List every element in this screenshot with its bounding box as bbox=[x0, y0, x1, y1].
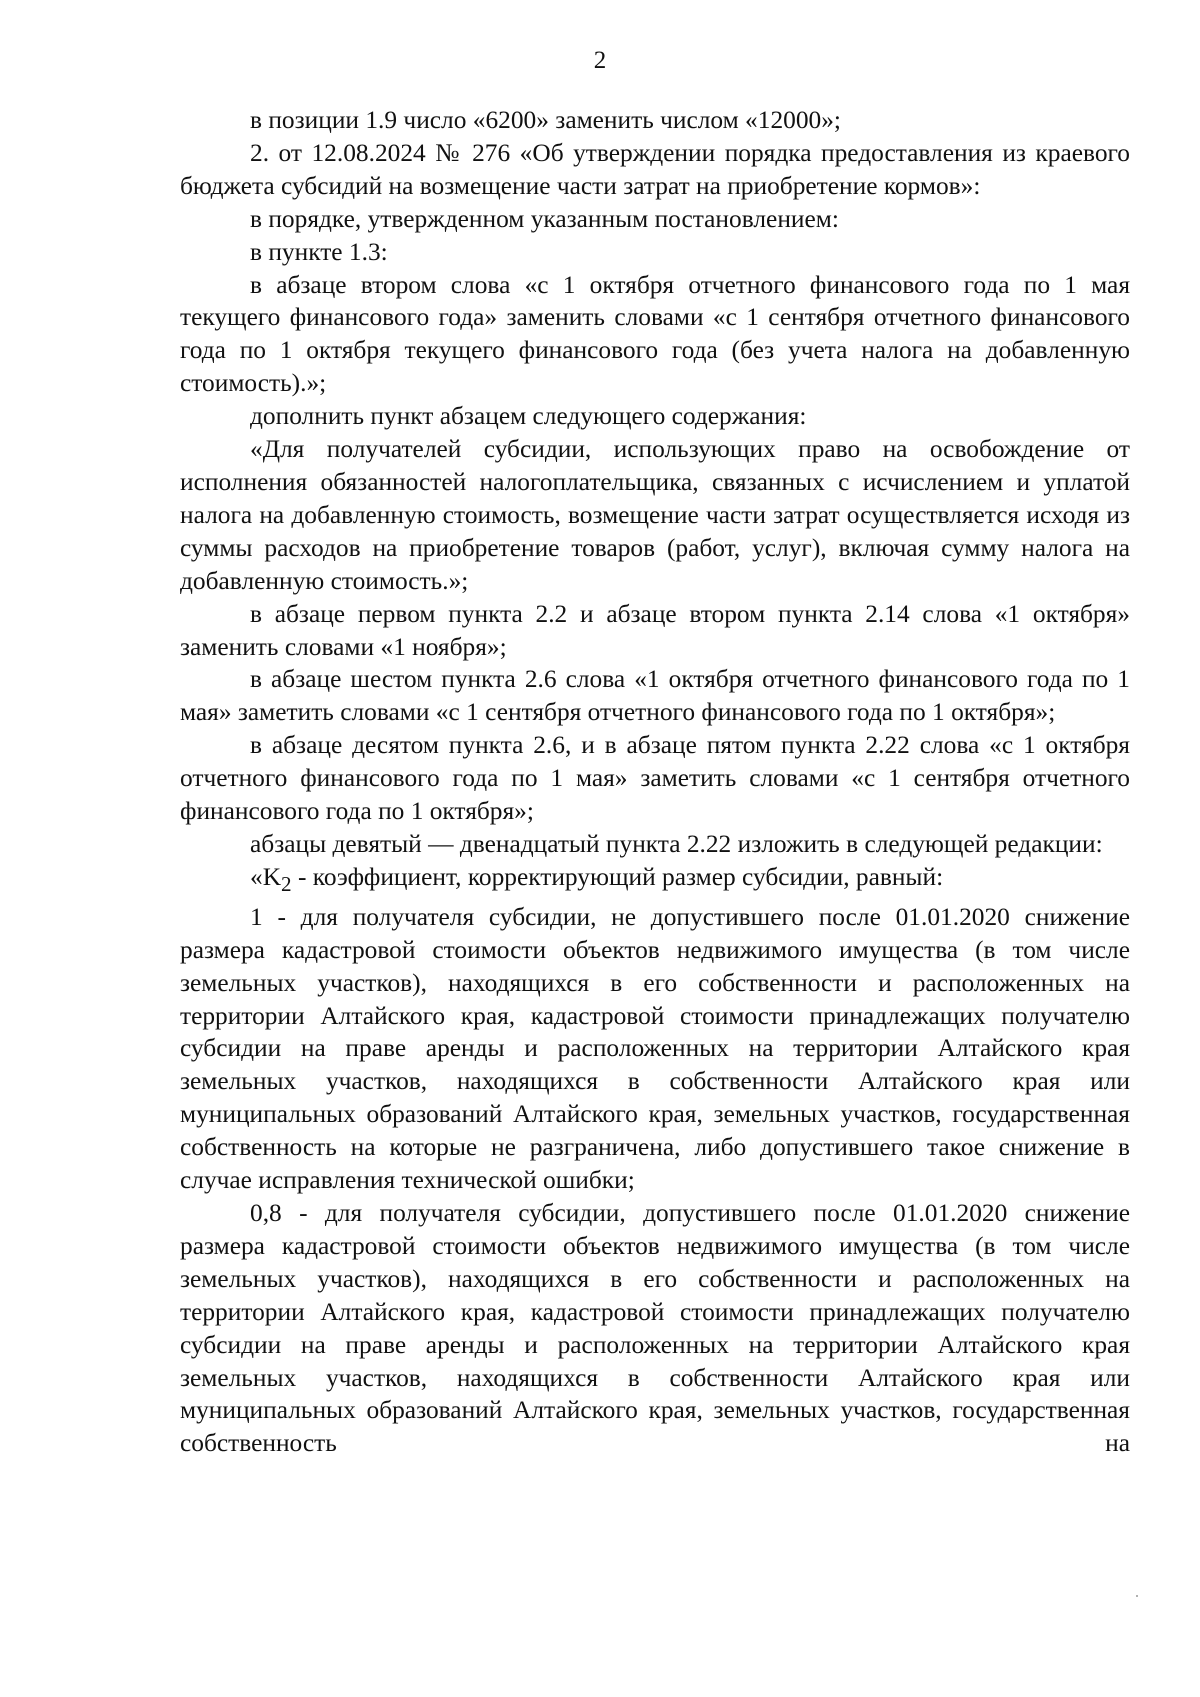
k2-definition bbox=[180, 861, 1130, 901]
paragraph: 0,8 - для получателя субсидии, допустившего после 01.01.2020 снижение размера кадастровой стоимости объектов недвижимого имущества (в том числе земельных участков), находящихся в его собственности и расположенных на территории Алтайского края, кадастровой стоимости принадлежащих получателю субсидии на праве аренды и расположенных на территории Алтайского края земельных участков, находящихся в собственности Алтайского края или муниципальных образований Алтайского края, земельных участков, государственная собственность на bbox=[180, 1198, 1130, 1458]
page-number: 2 bbox=[593, 47, 607, 74]
paragraph: в пункте 1.3: bbox=[250, 237, 388, 266]
paragraph: дополнить пункт абзацем следующего содержания: bbox=[250, 402, 807, 431]
paragraph: в абзаце первом пункта 2.2 и абзаце втором пункта 2.14 слова «1 октября» заменить словами «1 ноября»; bbox=[180, 599, 1130, 661]
paragraph: в позиции 1.9 число «6200» заменить числом «12000»; bbox=[250, 106, 841, 134]
paragraph: 2. от 12.08.2024 № 276 «Об утверждении порядка предоставления из краевого бюджета субсидий на возмещение части затрат на приобретение кормов»: bbox=[180, 138, 1130, 200]
paragraph: в абзаце втором слова «с 1 октября отчетного финансового года по 1 мая текущего финансового года» заменить словами «с 1 сентября отчетного финансового года по 1 октября текущего финансового года (без учета налога на добавленную стоимость).»; bbox=[180, 270, 1130, 398]
paragraph: в порядке, утвержденном указанным постановлением: bbox=[250, 204, 839, 233]
paragraph: в абзаце шестом пункта 2.6 слова «1 октября отчетного финансового года по 1 мая» заметить словами «с 1 сентября отчетного финансового года по 1 октября»; bbox=[180, 665, 1130, 727]
document-body bbox=[180, 104, 1130, 1460]
paragraph: абзацы девятый — двенадцатый пункта 2.22 изложить в следующей редакции: bbox=[250, 829, 1103, 858]
k2-text: - коэффициент, корректирующий размер субсидии, равный: bbox=[291, 862, 944, 891]
paragraph: 1 - для получателя субсидии, не допустившего после 01.01.2020 снижение размера кадастровой стоимости объектов недвижимого имущества (в том числе земельных участков), находящихся в его собственности и расположенных на территории Алтайского края, кадастровой стоимости принадлежащих получателю субсидии на праве аренды и расположенных на территории Алтайского края земельных участков, находящихся в собственности Алтайского края или муниципальных образований Алтайского края, земельных участков, государственная собственность на которые не разграничена, либо допустившего такое снижение в случае исправления технической ошибки; bbox=[180, 902, 1130, 1195]
paragraph: «Для получателей субсидии, использующих право на освобождение от исполнения обязанностей налогоплательщика, связанных с исчислением и уплатой налога на добавленную стоимость, возмещение части затрат осуществляется исходя из суммы расходов на приобретение товаров (работ, услуг), включая сумму налога на добавленную стоимость.»; bbox=[180, 435, 1130, 595]
scan-speck bbox=[1136, 1595, 1138, 1597]
k2-symbol: «K bbox=[250, 862, 282, 891]
k2-subscript: 2 bbox=[281, 871, 292, 896]
paragraph: в абзаце десятом пункта 2.6, и в абзаце пятом пункта 2.22 слова «с 1 октября отчетного финансового года по 1 мая» заметить словами «с 1 сентября отчетного финансового года по 1 октября»; bbox=[180, 731, 1130, 826]
